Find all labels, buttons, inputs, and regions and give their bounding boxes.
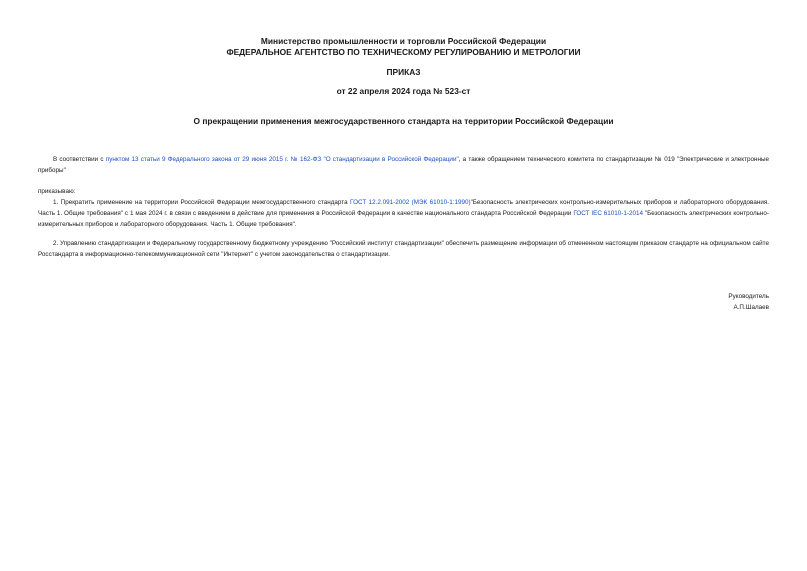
document-header [0, 36, 807, 58]
preamble-text-after: , а также обращением технического комитета по стандартизации № 019 "Электрические и электронные приборы" [38, 156, 770, 174]
law-article-link[interactable]: пунктом 13 статьи 9 Федерального закона от 29 июня 2015 г. № 162-ФЗ [105, 156, 322, 163]
item1-text-middle: "Безопасность электрических контрольно-измерительных приборов и лабораторного оборудования. Часть 1. Общие требования" с 1 мая 2024 г. в связи с введением в действие для применения в Российской Федерации в качестве национального стандарта Российской Федерации [38, 199, 769, 217]
gost-iec-61010-link[interactable]: ГОСТ IEC 61010-1-2014 [573, 210, 643, 217]
order-item-2: 2. Управлению стандартизации и Федеральному государственному бюджетному учреждению "Российский институт стандартизации" обеспечить размещение информации об отмененном настоящим приказом стандарте на официальном сайте Росстандарта в информационно-телекоммуникационной сети "Интернет" с учетом законодательства о стандартизации. [38, 240, 769, 258]
order-date-number: от 22 апреля 2024 года № 523-ст [336, 86, 471, 96]
agency-name: ФЕДЕРАЛЬНОЕ АГЕНТСТВО ПО ТЕХНИЧЕСКОМУ РЕГУЛИРОВАНИЮ И МЕТРОЛОГИИ [226, 47, 581, 57]
order-subject: О прекращении применения межгосударственного стандарта на территории Российской Федерации [193, 116, 614, 126]
ordered-label: приказываю: [38, 188, 76, 195]
document-type: ПРИКАЗ [386, 67, 421, 77]
order-item-1 [38, 197, 769, 230]
preamble-paragraph [38, 154, 769, 176]
signature-block [728, 291, 769, 313]
ministry-name: Министерство промышленности и торговли Российской Федерации [260, 36, 547, 46]
signatory-position: Руководитель [728, 293, 769, 300]
item1-text-before: 1. Прекратить применение на территории Российской Федерации межгосударственного стандарта [53, 199, 351, 206]
signatory-name: А.П.Шалаев [733, 304, 769, 311]
gost-12-2-091-link[interactable]: ГОСТ 12.2.091-2002 (МЭК 61010-1:1990) [350, 199, 471, 206]
preamble-text-before: В соответствии с [53, 156, 106, 163]
item1-text-after: "Безопасность электрических контрольно-измерительных приборов и лабораторного оборудования. Часть 1. Общие требования". [38, 210, 769, 228]
law-title-link[interactable]: "О стандартизации в Российской Федерации" [323, 156, 459, 163]
